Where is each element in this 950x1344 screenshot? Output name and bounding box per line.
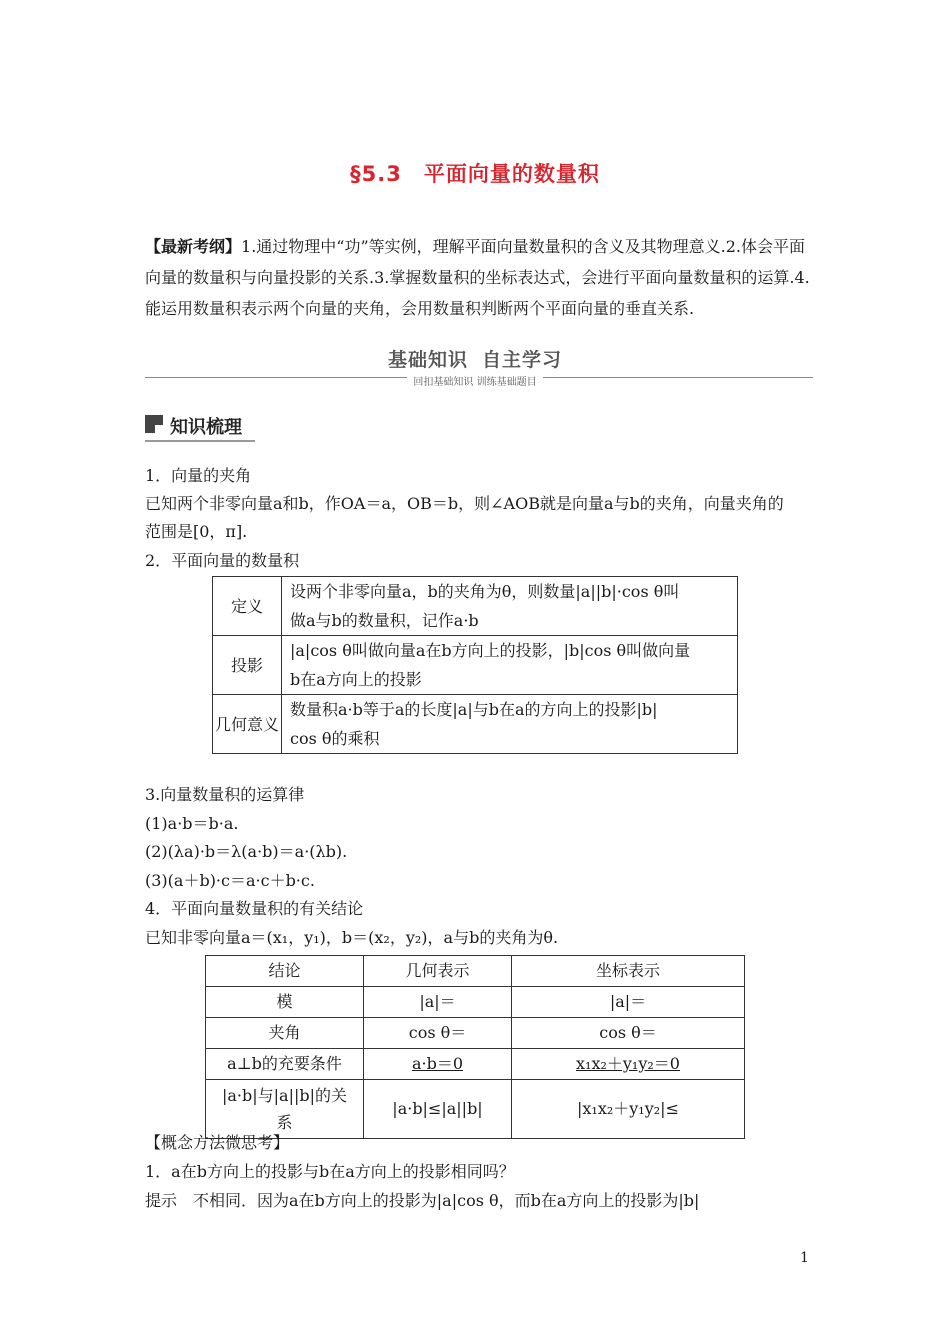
s3-heading: 3.向量数量积的运算律 bbox=[145, 785, 305, 804]
title-text: 平面向量的数量积 bbox=[423, 162, 600, 186]
banner-title-2: 自主学习 bbox=[482, 349, 563, 371]
table-cell: 数量积a·b等于a的长度|a|与b在a的方向上的投影|b| cos θ的乘积 bbox=[282, 695, 738, 754]
table-head-cell: 投影 bbox=[213, 636, 282, 695]
banner-title bbox=[0, 345, 950, 372]
table-cell: cos θ＝ bbox=[364, 1018, 512, 1049]
table-header-cell: 几何表示 bbox=[364, 956, 512, 987]
s3-law-1: (1)a·b＝b·a. bbox=[145, 814, 239, 833]
s1-line1: 已知两个非零向量a和b，作OA＝a，OB＝b，则∠AOB就是向量a与b的夹角，向量夹角的 bbox=[145, 494, 784, 513]
table-head-cell: 定义 bbox=[213, 577, 282, 636]
table-row bbox=[206, 987, 745, 1018]
table-cell: |a|＝ bbox=[364, 987, 512, 1018]
syllabus-label: 【最新考纲】 bbox=[145, 237, 242, 256]
table-cell: 模 bbox=[206, 987, 364, 1018]
banner-subtitle: 回扣基础知识 训练基础题目 bbox=[0, 370, 950, 389]
table-cell: |a·b|与|a||b|的关系 bbox=[206, 1080, 364, 1139]
banner-title-1: 基础知识 bbox=[387, 349, 468, 371]
think-label: 【概念方法微思考】 bbox=[145, 1133, 290, 1152]
table-cell: 夹角 bbox=[206, 1018, 364, 1049]
s2-heading: 2．平面向量的数量积 bbox=[145, 551, 300, 570]
table-cell: |a|cos θ叫做向量a在b方向上的投影，|b|cos θ叫做向量 b在a方向上的投影 bbox=[282, 636, 738, 695]
s3-law-2: (2)(λa)·b＝λ(a·b)＝a·(λb). bbox=[145, 842, 348, 861]
table-row bbox=[206, 1049, 745, 1080]
page-title bbox=[0, 158, 950, 188]
table-header-cell: 坐标表示 bbox=[512, 956, 745, 987]
section-number: §5.3 bbox=[350, 162, 402, 186]
s1-line2: 范围是[0，π]. bbox=[145, 522, 248, 541]
section-heading: 知识梳理 bbox=[170, 417, 242, 438]
s1-heading: 1．向量的夹角 bbox=[145, 466, 252, 485]
section-underline bbox=[145, 440, 255, 442]
table-header-row bbox=[206, 956, 745, 987]
table-row bbox=[206, 1018, 745, 1049]
think-question-1: 1．a在b方向上的投影与b在a方向上的投影相同吗？ bbox=[145, 1162, 515, 1181]
table-header-cell: 结论 bbox=[206, 956, 364, 987]
table-row bbox=[213, 577, 738, 636]
dot-product-definition-table bbox=[212, 576, 738, 754]
table-row bbox=[213, 636, 738, 695]
table-cell: a·b＝0 bbox=[364, 1049, 512, 1080]
syllabus-text: 1.通过物理中“功”等实例，理解平面向量数量积的含义及其物理意义.2.体会平面向量的数量积与向量投影的关系.3.掌握数量积的坐标表达式，会进行平面向量数量积的运算.4.能运用数量积表示两个向量的夹角，会用数量积判断两个平面向量的垂直关系. bbox=[145, 237, 810, 318]
dot-product-results-table bbox=[205, 955, 745, 1139]
table-cell: |x₁x₂＋y₁y₂|≤ bbox=[512, 1080, 745, 1139]
s4-heading: 4．平面向量数量积的有关结论 bbox=[145, 899, 364, 918]
table-row bbox=[213, 695, 738, 754]
table-cell: a⊥b的充要条件 bbox=[206, 1049, 364, 1080]
table-cell: x₁x₂＋y₁y₂＝0 bbox=[512, 1049, 745, 1080]
table-head-cell: 几何意义 bbox=[213, 695, 282, 754]
think-hint: 提示 不相同．因为a在b方向上的投影为|a|cos θ，而b在a方向上的投影为|b| bbox=[145, 1191, 700, 1210]
table-cell: 设两个非零向量a，b的夹角为θ，则数量|a||b|·cos θ叫 做a与b的数量积，记作a·b bbox=[282, 577, 738, 636]
table-cell: |a·b|≤|a||b| bbox=[364, 1080, 512, 1139]
table-cell: cos θ＝ bbox=[512, 1018, 745, 1049]
syllabus-paragraph bbox=[145, 231, 810, 324]
page-number: 1 bbox=[800, 1250, 809, 1266]
s3-law-3: (3)(a＋b)·c＝a·c＋b·c. bbox=[145, 871, 315, 890]
section-square-icon-notch bbox=[155, 425, 163, 433]
s4-intro: 已知非零向量a＝(x₁，y₁)，b＝(x₂，y₂)，a与b的夹角为θ. bbox=[145, 928, 559, 947]
table-cell: |a|＝ bbox=[512, 987, 745, 1018]
